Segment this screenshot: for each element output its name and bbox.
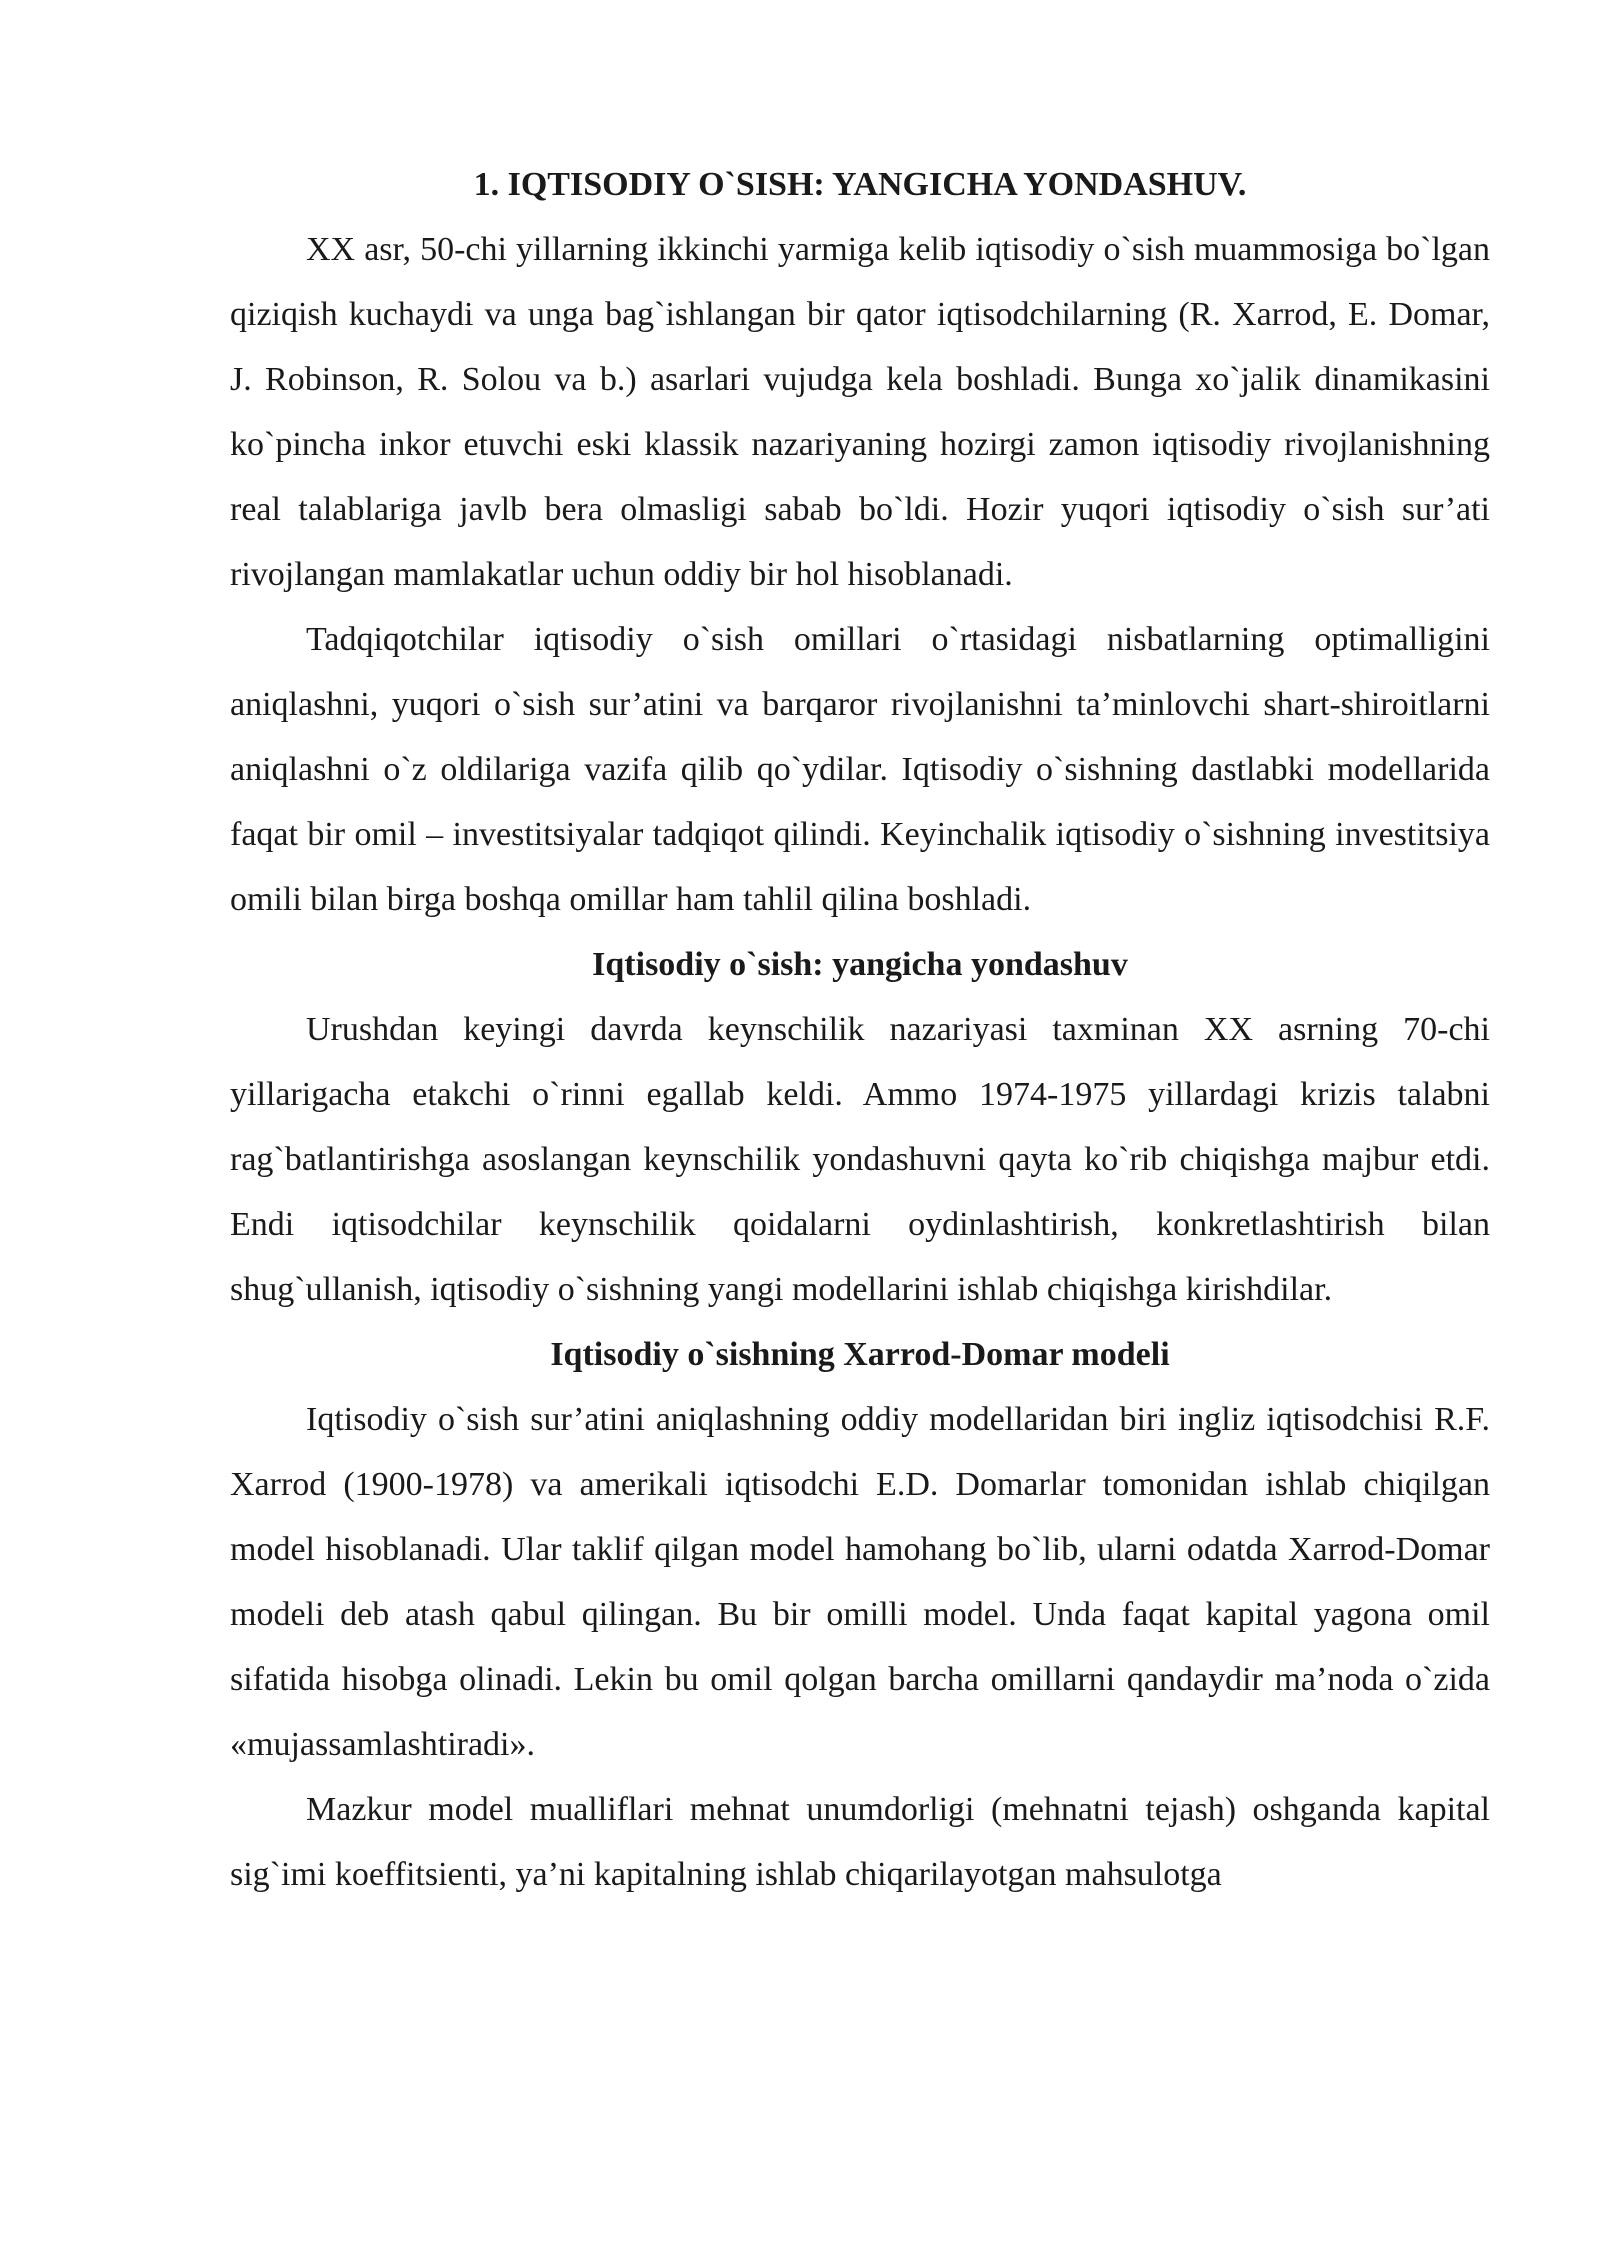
section-heading-harrod-domar: Iqtisodiy o`sishning Xarrod-Domar modeli	[550, 1336, 1170, 1373]
section-heading-new-approach: Iqtisodiy o`sish: yangicha yondashuv	[592, 946, 1128, 983]
paragraph-harrod-domar-2: Mazkur model mualliflari mehnat unumdorligi (mehnatni tejash) oshganda kapital sig`imi koeffitsienti, ya’ni kapitalning ishlab chiqarilayotgan mahsulotga	[230, 1791, 1490, 1893]
document-title: 1. IQTISODIY O`SISH: YANGICHA YONDASHUV.	[473, 166, 1247, 203]
paragraph-intro-1: XX asr, 50-chi yillarning ikkinchi yarmiga kelib iqtisodiy o`sish muammosiga bo`lgan qiziqish kuchaydi va unga bag`ishlangan bir qator iqtisodchilarning (R. Xarrod, E. Domar, J. Robinson, R. Solou va b.) asarlari vujudga kela boshladi. Bunga xo`jalik dinamikasini ko`pincha inkor etuvchi eski klassik nazariyaning hozirgi zamon iqtisodiy rivojlanishning real talablariga javlb bera olmasligi sabab bo`ldi. Hozir yuqori iqtisodiy o`sish sur’ati rivojlangan mamlakatlar uchun oddiy bir hol hisoblanadi.	[230, 231, 1490, 593]
paragraph-intro-2: Tadqiqotchilar iqtisodiy o`sish omillari o`rtasidagi nisbatlarning optimalligini aniqlashni, yuqori o`sish sur’atini va barqaror rivojlanishni ta’minlovchi shart-shiroitlarni aniqlashni o`z oldilariga vazifa qilib qo`ydilar. Iqtisodiy o`sishning dastlabki modellarida faqat bir omil – investitsiyalar tadqiqot qilindi. Keyinchalik iqtisodiy o`sishning investitsiya omili bilan birga boshqa omillar ham tahlil qilina boshladi.	[230, 621, 1490, 918]
paragraph-new-approach: Urushdan keyingi davrda keynschilik nazariyasi taxminan XX asrning 70-chi yillarigacha etakchi o`rinni egallab keldi. Ammo 1974-1975 yillardagi krizis talabni rag`batlantirishga asoslangan keynschilik yondashuvni qayta ko`rib chiqishga majbur etdi. Endi iqtisodchilar keynschilik qoidalarni oydinlashtirish, konkretlashtirish bilan shug`ullanish, iqtisodiy o`sishning yangi modellarini ishlab chiqishga kirishdilar.	[230, 1011, 1490, 1308]
document-page	[230, 152, 1490, 1907]
paragraph-harrod-domar-1: Iqtisodiy o`sish sur’atini aniqlashning oddiy modellaridan biri ingliz iqtisodchisi R.F. Xarrod (1900-1978) va amerikali iqtisodchi E.D. Domarlar tomonidan ishlab chiqilgan model hisoblanadi. Ular taklif qilgan model hamohang bo`lib, ularni odatda Xarrod-Domar modeli deb atash qabul qilingan. Bu bir omilli model. Unda faqat kapital yagona omil sifatida hisobga olinadi. Lekin bu omil qolgan barcha omillarni qandaydir ma’noda o`zida «mujassamlashtiradi».	[230, 1401, 1490, 1763]
